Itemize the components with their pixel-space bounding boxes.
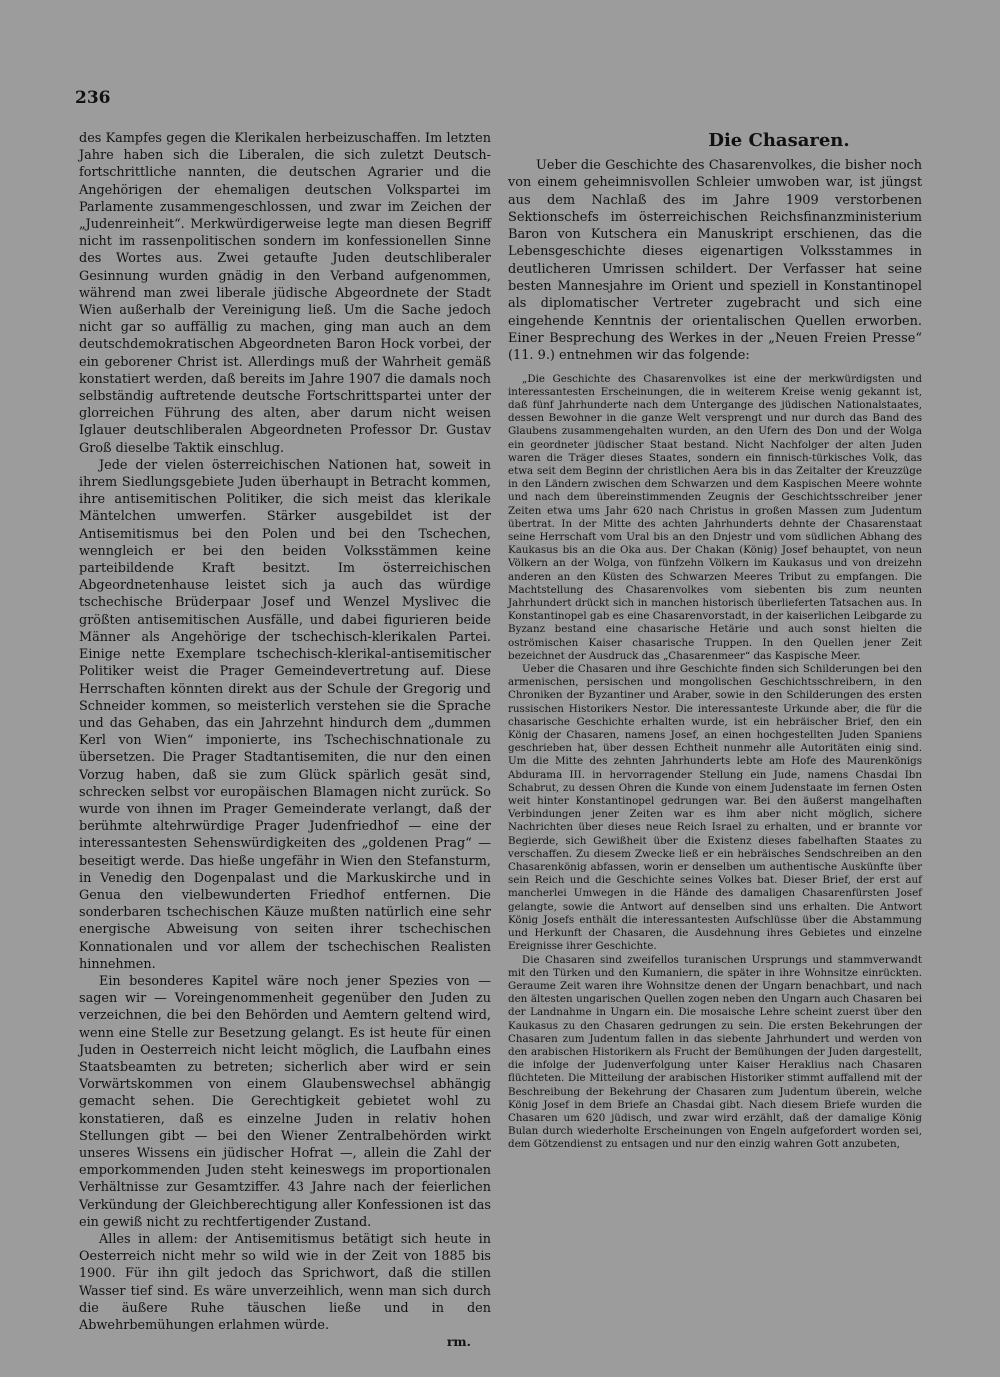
page-number: 236 <box>75 88 111 108</box>
left-paragraph-2: Jede der vielen österreichischen Nationen hat, soweit in ihrem Siedlungsgebiete Juden überhaupt in Betracht kommen, ihre antisemitischen Politiker, die sich meist das klerikale Mäntelchen umwerfen. Stärker ausgebildet ist der Antisemitismus bei den Polen und bei den Tschechen, wenngleich er bei den beiden Volksstämmen keine parteibildende Kraft besitzt. Im österreichischen Abgeordnetenhause leistet sich ja auch das würdige tschechische Brüderpaar Josef und Wenzel Myslivec die größten antisemitischen Ausfälle, und dabei figurieren beide Männer als Angehörige der tschechisch-klerikalen Partei. Einige nette Exemplare tschechisch-klerikal-antisemitischer Politiker weist die Prager Gemeindevertretung auf. Diese Herrschaften könnten direkt aus der Schule der Gregorig und Schneider kommen, so meisterlich verstehen sie die Sprache und das Gehaben, das ein Jahrzehnt hindurch dem „dummen Kerl von Wien“ imponierte, ins Tschechischnationale zu übersetzen. Die Prager Stadtantisemiten, die nur den einen Vorzug haben, daß sie zum Glück spärlich gesät sind, schrecken selbst vor europäischen Blamagen nicht zurück. So wurde von ihnen im Prager Gemeinderate verlangt, daß der berühmte altehrwürdige Prager Judenfriedhof — eine der interessantesten Sehenswürdigkeiten des „goldenen Prag“ — beseitigt werde. Das hieße ungefähr in Wien den Stefansturm, in Venedig den Dogenpalast und die Markuskirche und in Genua den vielbewunderten Friedhof entfernen. Die sonderbaren tschechischen Käuze mußten natürlich eine sehr energische Abweisung von seiten ihrer tschechischen Konnationalen und vor allem der tschechischen Realisten hinnehmen. <box>79 457 491 972</box>
left-paragraph-3: Ein besonderes Kapitel wäre noch jener Spezies von — sagen wir — Voreingenommenheit gegenüber den Juden zu verzeichnen, die bei den Behörden und Aemtern geltend wird, wenn eine Stelle zur Besetzung gelangt. Es ist heute für einen Juden in Oesterreich nicht leicht möglich, die Laufbahn eines Staatsbeamten zu betreten; sicherlich aber wird er sein Vorwärtskommen von einem Glaubenswechsel abhängig gemacht sehen. Die Gerechtigkeit gebietet wohl zu konstatieren, daß es einzelne Juden in relativ hohen Stellungen gibt — bei den Wiener Zentralbehörden wirkt unseres Wissens ein jüdischer Hofrat —, allein die Zahl der emporkommenden Juden steht keineswegs im proportionalen Verhältnisse zur Gesamtziffer. 43 Jahre nach der feierlichen Verkündung der Gleichberechtigung aller Konfessionen ist das ein gewiß nicht zu rechtfertigender Zustand. <box>79 973 491 1230</box>
intro-paragraph: Ueber die Geschichte des Chasarenvolkes, die bisher noch von einem geheimnisvollen Schleier umwoben war, ist jüngst aus dem Nachlaß des im Jahre 1909 verstorbenen Sektionschefs im österreichischen Reichsfinanzministerium Baron von Kutschera ein Manuskript erschienen, das die Lebensgeschichte dieses eigenartigen Volksstammes in deutlicheren Umrissen schildert. Der Verfasser hat seine besten Mannesjahre im Orient und speziell in Konstantinopel als diplomatischer Vertreter zugebracht und sich eine eingehende Kenntnis der orientalischen Quellen erworben. Einer Besprechung des Werkes in der „Neuen Freien Presse“ (11. 9.) entnehmen wir das folgende: <box>508 158 922 364</box>
left-paragraph-4: Alles in allem: der Antisemitismus betätigt sich heute in Oesterreich nicht mehr so wild wie in der Zeit von 1885 bis 1900. Für ihn gilt jedoch das Sprichwort, daß die stillen Wasser tief sind. Es wäre unverzeihlich, wenn man sich durch die äußere Ruhe täuschen ließe und in den Abwehrbemühungen erlahmen würde. <box>79 1232 491 1334</box>
left-column <box>79 130 491 1349</box>
quote-paragraph-3: Die Chasaren sind zweifellos turanischen Ursprungs und stammverwandt mit den Türken und den Kumaniern, die später in ihre Wohnsitze einrückten. Geraume Zeit waren ihre Wohnsitze denen der Ungarn benachbart, und nach den ältesten ungarischen Quellen zogen neben den Ungarn auch Chasaren bei der Landnahme in Ungarn ein. Die mosaische Lehre scheint zuerst über den Kaukasus zu den Chasaren gedrungen zu sein. Die ersten Bekehrungen der Chasaren zum Judentum fallen in das siebente Jahrhundert und werden von den arabischen Historikern als Frucht der Bemühungen der Juden dargestellt, die infolge der Judenverfolgung unter Kaiser Heraklius nach Chasaren flüchteten. Die Mitteilung der arabischen Historiker stimmt auffallend mit der Beschreibung der Bekehrung der Chasaren zum Judentum überein, welche König Josef in dem Briefe an Chasdai gibt. Nach diesem Briefe wurden die Chasaren um 620 jüdisch, und zwar wird erzählt, daß der damalige König Bulan durch wiederholte Erscheinungen von Engeln aufgefordert worden sei, dem Götzendienst zu entsagen und nur den einzig wahren Gott anzubeten, <box>508 953 922 1151</box>
quote-paragraph-2: Ueber die Chasaren und ihre Geschichte finden sich Schilderungen bei den armenischen, persischen und mongolischen Geschichtsschreibern, in den Chroniken der Byzantiner und Araber, sowie in den Schilderungen des ersten russischen Historikers Nestor. Die interessanteste Urkunde aber, die für die chasarische Geschichte erhalten wurde, ist ein hebräischer Brief, den ein König der Chasaren, namens Josef, an einen hochgestellten Juden Spaniens geschrieben hat, über dessen Echtheit nunmehr alle Autoritäten einig sind. Um die Mitte des zehnten Jahrhunderts lebte am Hofe des Maurenkönigs Abdurama III. in hervorragender Stellung ein Jude, namens Chasdai Ibn Schabrut, zu dessen Ohren die Kunde von einem Judenstaate im fernen Osten weit hinter Konstantinopel gedrungen war. Bei den äußerst mangelhaften Verbindungen jener Zeiten war es ihm aber nicht möglich, sichere Nachrichten über dieses neue Reich Israel zu erhalten, und er brannte vor Begierde, sich Gewißheit über die Existenz dieses fabelhaften Staates zu verschaffen. Zu diesem Zwecke ließ er ein hebräisches Sendschreiben an den Chasarenkönig abfassen, worin er denselben um authentische Auskünfte über sein Reich und die Geschichte seines Volkes bat. Dieser Brief, der erst auf mancherlei Umwegen in die Hände des damaligen Chasarenfürsten Josef gelangte, sowie die Antwort auf denselben sind uns erhalten. Die Antwort König Josefs enthält die interessantesten Aufschlüsse über die Abstammung und Herkunft der Chasaren, die Ausdehnung ihres Gebietes und einzelne Ereignisse ihrer Geschichte. <box>508 663 922 953</box>
left-paragraph-1: des Kampfes gegen die Klerikalen herbeizuschaffen. Im letzten Jahre haben sich die Liberalen, die sich zuletzt Deutsch-fortschrittliche nannten, die deutschen Agrarier und die Angehörigen der ehemaligen deutschen Volkspartei im Parlamente zusammengeschlossen, und zwar im Zeichen der „Judenreinheit“. Merkwürdigerweise legte man diesen Begriff nicht im rassenpolitischen sondern im konfessionellen Sinne des Wortes aus. Zwei getaufte Juden deutschliberaler Gesinnung wurden gnädig in den Verband aufgenommen, während man zwei liberale jüdische Abgeordnete der Stadt Wien außerhalb der Vereinigung ließ. Um die Sache jedoch nicht gar so auffällig zu machen, ging man auch an dem deutschdemokratischen Abgeordneten Baron Hock vorbei, der ein geborener Christ ist. Allerdings muß der Wahrheit gemäß konstatiert werden, daß bereits im Jahre 1907 die damals noch selbständig auftretende deutsche Fortschrittspartei unter der glorreichen Führung des alten, aber darum nicht weisen Iglauer deutschliberalen Abgeordneten Professor Dr. Gustav Groß dieselbe Taktik einschlug. <box>79 131 491 456</box>
quote-paragraph-1: „Die Geschichte des Chasarenvolkes ist eine der merkwürdigsten und interessantesten Erscheinungen, die in weiterem Kreise wenig gekannt ist, daß fünf Jahrhunderte nach dem Untergange des jüdischen Nationalstaates, dessen Bewohner in die ganze Welt versprengt und nur durch das Band des Glaubens zusammengehalten wurden, an den Ufern des Don und der Wolga ein geordneter jüdischer Staat bestand. Nicht Nachfolger der alten Juden waren die Träger dieses Staates, sondern ein finnisch-türkisches Volk, das etwa seit dem Beginn der christlichen Aera bis in das Zeitalter der Kreuzzüge in den Ländern zwischen dem Schwarzen und dem Kaspischen Meere wohnte und nach dem übereinstimmenden Zeugnis der Geschichtsschreiber jener Zeiten etwa ums Jahr 620 nach Christus in großen Massen zum Judentum übertrat. In der Mitte des achten Jahrhunderts dehnte der Chasarenstaat seine Herrschaft vom Ural bis an den Dnjestr und vom südlichen Abhang des Kaukasus bis an die Oka aus. Der Chakan (König) Josef behauptet, von neun Völkern an der Wolga, von fünfzehn Völkern im Kaukasus und von dreizehn anderen an den Küsten des Schwarzen Meeres Tribut zu empfangen. Die Machtstellung des Chasarenvolkes vom siebenten bis zum neunten Jahrhundert drückt sich in manchen historisch überlieferten Tatsachen aus. In Konstantinopel gab es eine Chasarenvorstadt, in der kaiserlichen Leibgarde zu Byzanz bestand eine chasarische Hetärie und auch sonst hielten die oströmischen Kaiser chasarische Truppen. In den Quellen jener Zeit bezeichnet der Ausdruck das „Chasarenmeer“ das Kaspische Meer. <box>508 372 922 662</box>
author-signature: rm. <box>446 1334 471 1350</box>
right-column <box>508 130 922 1152</box>
article-title: Die Chasaren. <box>708 130 850 151</box>
